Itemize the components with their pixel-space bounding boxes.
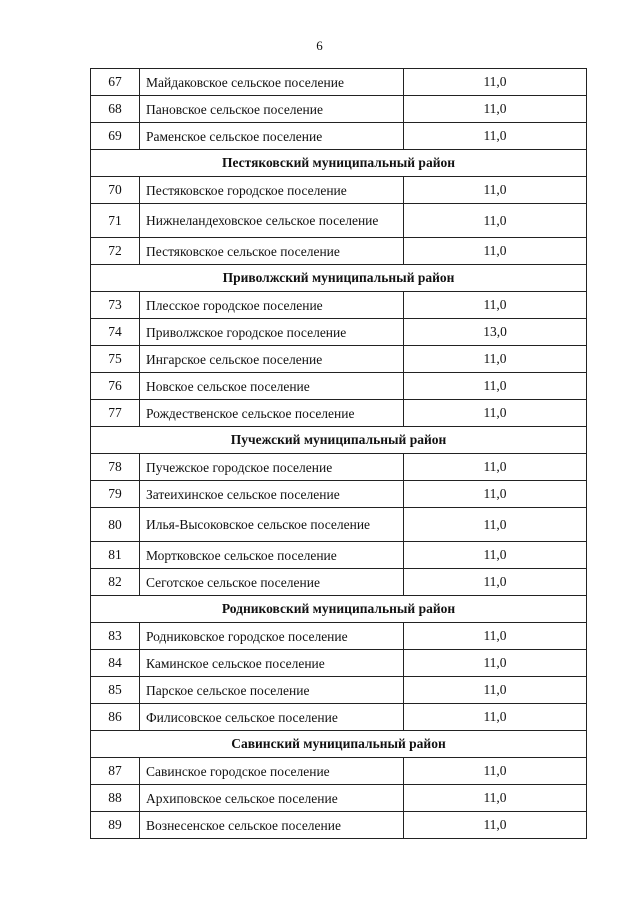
row-number: 73 bbox=[91, 292, 140, 319]
rate-value: 11,0 bbox=[404, 508, 587, 542]
row-number: 87 bbox=[91, 758, 140, 785]
district-name: Приволжский муниципальный район bbox=[91, 265, 587, 292]
table-row bbox=[91, 292, 587, 319]
row-number: 79 bbox=[91, 481, 140, 508]
table-row bbox=[91, 569, 587, 596]
rate-value: 11,0 bbox=[404, 96, 587, 123]
district-name: Савинский муниципальный район bbox=[91, 731, 587, 758]
rate-value: 11,0 bbox=[404, 346, 587, 373]
table-row bbox=[91, 319, 587, 346]
row-number: 70 bbox=[91, 177, 140, 204]
table-row bbox=[91, 96, 587, 123]
rate-value: 11,0 bbox=[404, 204, 587, 238]
settlement-name: Раменское сельское поселение bbox=[140, 123, 404, 150]
row-number: 86 bbox=[91, 704, 140, 731]
row-number: 88 bbox=[91, 785, 140, 812]
settlement-name: Пучежское городское поселение bbox=[140, 454, 404, 481]
row-number: 72 bbox=[91, 238, 140, 265]
row-number: 78 bbox=[91, 454, 140, 481]
rate-value: 11,0 bbox=[404, 704, 587, 731]
row-number: 75 bbox=[91, 346, 140, 373]
table-row bbox=[91, 400, 587, 427]
settlement-name: Новское сельское поселение bbox=[140, 373, 404, 400]
table-row bbox=[91, 204, 587, 238]
table-row bbox=[91, 812, 587, 839]
settlement-name: Родниковское городское поселение bbox=[140, 623, 404, 650]
row-number: 80 bbox=[91, 508, 140, 542]
table-row bbox=[91, 677, 587, 704]
rate-value: 11,0 bbox=[404, 400, 587, 427]
table-row bbox=[91, 123, 587, 150]
row-number: 69 bbox=[91, 123, 140, 150]
settlement-name: Архиповское сельское поселение bbox=[140, 785, 404, 812]
row-number: 76 bbox=[91, 373, 140, 400]
rate-value: 11,0 bbox=[404, 481, 587, 508]
row-number: 81 bbox=[91, 542, 140, 569]
rate-value: 11,0 bbox=[404, 373, 587, 400]
rate-value: 13,0 bbox=[404, 319, 587, 346]
settlement-name: Вознесенское сельское поселение bbox=[140, 812, 404, 839]
row-number: 74 bbox=[91, 319, 140, 346]
district-name: Родниковский муниципальный район bbox=[91, 596, 587, 623]
row-number: 82 bbox=[91, 569, 140, 596]
table-row bbox=[91, 238, 587, 265]
table-row bbox=[91, 481, 587, 508]
rate-value: 11,0 bbox=[404, 812, 587, 839]
rate-value: 11,0 bbox=[404, 292, 587, 319]
rate-value: 11,0 bbox=[404, 542, 587, 569]
settlement-name: Майдаковское сельское поселение bbox=[140, 69, 404, 96]
row-number: 68 bbox=[91, 96, 140, 123]
table-row bbox=[91, 758, 587, 785]
district-header-row bbox=[91, 150, 587, 177]
settlement-name: Плесское городское поселение bbox=[140, 292, 404, 319]
row-number: 89 bbox=[91, 812, 140, 839]
settlement-name: Мортковское сельское поселение bbox=[140, 542, 404, 569]
settlement-name: Филисовское сельское поселение bbox=[140, 704, 404, 731]
rate-value: 11,0 bbox=[404, 677, 587, 704]
settlement-name: Приволжское городское поселение bbox=[140, 319, 404, 346]
district-header-row bbox=[91, 596, 587, 623]
row-number: 67 bbox=[91, 69, 140, 96]
table-row bbox=[91, 704, 587, 731]
settlement-name: Нижнеландеховское сельское поселение bbox=[140, 204, 404, 238]
table-row bbox=[91, 542, 587, 569]
settlement-name: Илья-Высоковское сельское поселение bbox=[140, 508, 404, 542]
settlement-name: Каминское сельское поселение bbox=[140, 650, 404, 677]
table-body bbox=[91, 69, 587, 839]
row-number: 83 bbox=[91, 623, 140, 650]
rate-value: 11,0 bbox=[404, 569, 587, 596]
row-number: 84 bbox=[91, 650, 140, 677]
rate-value: 11,0 bbox=[404, 123, 587, 150]
settlement-name: Пестяковское городское поселение bbox=[140, 177, 404, 204]
table-row bbox=[91, 785, 587, 812]
table-row bbox=[91, 623, 587, 650]
rate-value: 11,0 bbox=[404, 785, 587, 812]
settlement-name: Рождественское сельское поселение bbox=[140, 400, 404, 427]
settlement-name: Парское сельское поселение bbox=[140, 677, 404, 704]
settlement-name: Пановское сельское поселение bbox=[140, 96, 404, 123]
table-row bbox=[91, 454, 587, 481]
district-header-row bbox=[91, 731, 587, 758]
settlement-name: Пестяковское сельское поселение bbox=[140, 238, 404, 265]
district-header-row bbox=[91, 265, 587, 292]
rate-value: 11,0 bbox=[404, 454, 587, 481]
table-row bbox=[91, 508, 587, 542]
table-row bbox=[91, 650, 587, 677]
row-number: 71 bbox=[91, 204, 140, 238]
rate-value: 11,0 bbox=[404, 623, 587, 650]
table-row bbox=[91, 346, 587, 373]
settlement-name: Ингарское сельское поселение bbox=[140, 346, 404, 373]
district-name: Пестяковский муниципальный район bbox=[91, 150, 587, 177]
rate-value: 11,0 bbox=[404, 238, 587, 265]
settlement-name: Затеихинское сельское поселение bbox=[140, 481, 404, 508]
rate-value: 11,0 bbox=[404, 69, 587, 96]
district-header-row bbox=[91, 427, 587, 454]
settlements-table bbox=[90, 68, 587, 839]
table-row bbox=[91, 177, 587, 204]
row-number: 85 bbox=[91, 677, 140, 704]
settlement-name: Сеготское сельское поселение bbox=[140, 569, 404, 596]
table-row bbox=[91, 373, 587, 400]
settlement-name: Савинское городское поселение bbox=[140, 758, 404, 785]
table-row bbox=[91, 69, 587, 96]
district-name: Пучежский муниципальный район bbox=[91, 427, 587, 454]
rate-value: 11,0 bbox=[404, 177, 587, 204]
page-number: 6 bbox=[316, 38, 323, 53]
rate-value: 11,0 bbox=[404, 650, 587, 677]
row-number: 77 bbox=[91, 400, 140, 427]
rate-value: 11,0 bbox=[404, 758, 587, 785]
